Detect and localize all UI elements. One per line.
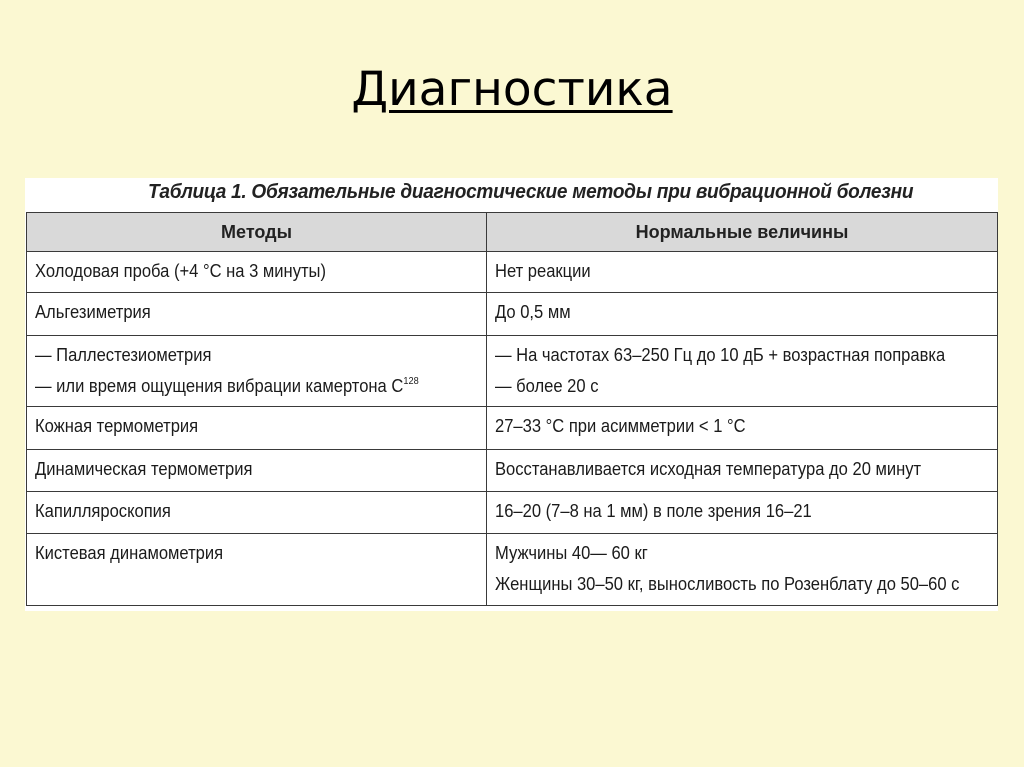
table-row xyxy=(27,450,998,492)
method-line-text: — или время ощущения вибрации камертона С xyxy=(35,376,404,396)
norm-text: До 0,5 мм xyxy=(495,302,571,322)
slide-title xyxy=(0,62,1024,117)
header-normal-values: Нормальные величины xyxy=(487,213,998,252)
norm-text: 16–20 (7–8 на 1 мм) в поле зрения 16–21 xyxy=(495,501,812,521)
table-caption: Таблица 1. Обязательные диагностические методы при вибрационной болезни xyxy=(148,180,914,203)
norm-cell xyxy=(487,492,998,534)
diagnostics-table-figure xyxy=(25,178,998,611)
norm-line: Женщины 30–50 кг, выносливость по Розенблату до 50–60 с xyxy=(495,574,960,594)
norm-text: 27–33 °С при асимметрии < 1 °С xyxy=(495,416,746,436)
table-row xyxy=(27,336,998,407)
norm-cell xyxy=(487,293,998,336)
method-cell xyxy=(27,293,487,336)
norm-text: Восстанавливается исходная температура до 20 минут xyxy=(495,459,922,479)
slide-title-text: Диагностика xyxy=(351,62,673,117)
norm-text-block xyxy=(495,340,949,402)
table-row xyxy=(27,492,998,534)
norm-cell xyxy=(487,450,998,492)
method-text: Динамическая термометрия xyxy=(35,459,253,479)
norm-line: — На частотах 63–250 Гц до 10 дБ + возрастная поправка xyxy=(495,345,946,365)
method-cell xyxy=(27,492,487,534)
method-cell xyxy=(27,252,487,293)
norm-cell xyxy=(487,407,998,450)
method-line: — Паллестезиометрия xyxy=(35,345,212,365)
method-text-block xyxy=(35,340,443,402)
tuning-fork-superscript: 128 xyxy=(403,376,419,387)
table-header-row xyxy=(27,213,998,252)
table-row xyxy=(27,252,998,293)
norm-cell xyxy=(487,534,998,606)
norm-line: Мужчины 40— 60 кг xyxy=(495,543,648,563)
table-row xyxy=(27,293,998,336)
norm-text-block xyxy=(495,538,960,600)
method-text: Альгезиметрия xyxy=(35,302,151,322)
diagnostics-table xyxy=(26,212,998,606)
method-text: Холодовая проба (+4 °С на 3 минуты) xyxy=(35,261,326,281)
method-line-with-superscript xyxy=(35,371,443,402)
method-cell xyxy=(27,534,487,606)
norm-cell xyxy=(487,336,998,407)
method-text: Кожная термометрия xyxy=(35,416,199,436)
method-cell xyxy=(27,336,487,407)
method-text: Капилляроскопия xyxy=(35,501,171,521)
norm-text: Нет реакции xyxy=(495,261,591,281)
method-text: Кистевая динамометрия xyxy=(35,543,224,563)
norm-cell xyxy=(487,252,998,293)
method-cell xyxy=(27,407,487,450)
method-cell xyxy=(27,450,487,492)
header-methods: Методы xyxy=(27,213,487,252)
table-row xyxy=(27,534,998,606)
table-row xyxy=(27,407,998,450)
norm-line: — более 20 с xyxy=(495,376,599,396)
